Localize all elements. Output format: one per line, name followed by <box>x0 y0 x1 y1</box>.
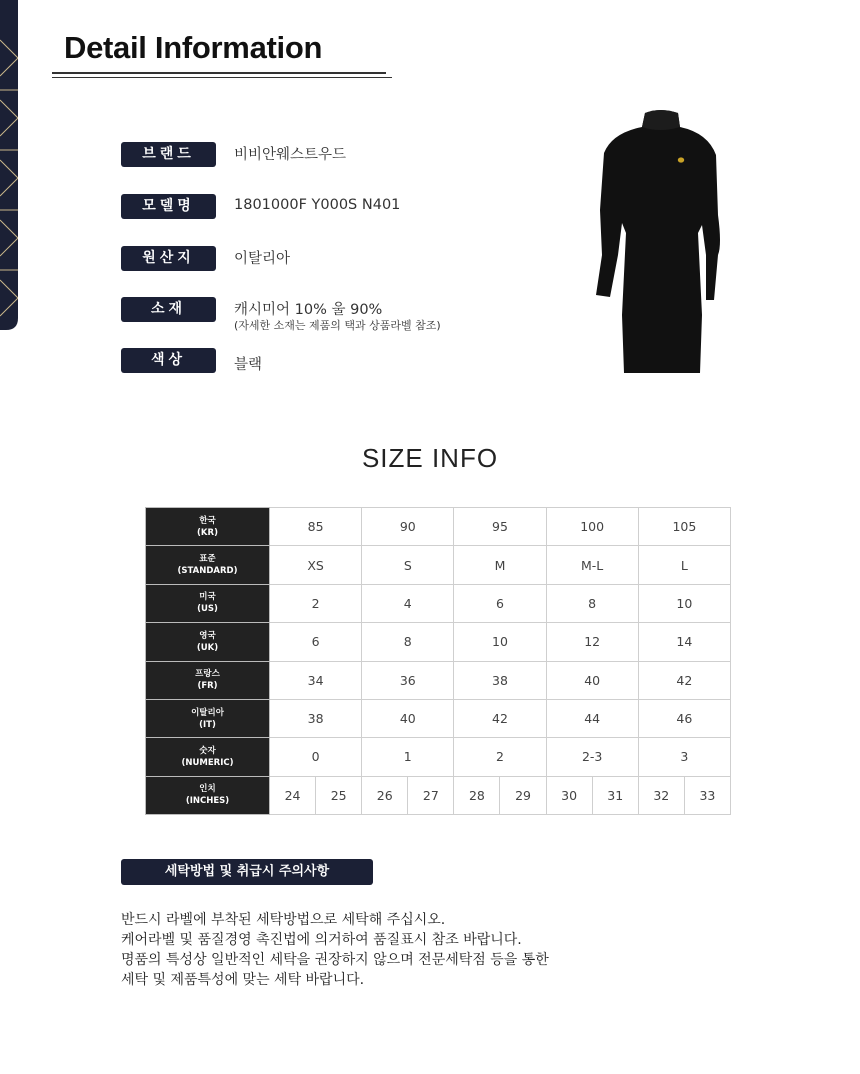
care-line: 세탁 및 제품특성에 맞는 세탁 바랍니다. <box>121 972 365 988</box>
size-row-header <box>146 546 270 584</box>
size-row-header <box>146 584 270 622</box>
side-decoration <box>0 0 18 330</box>
size-cell: 38 <box>454 661 546 699</box>
title-underline-thin <box>52 77 392 78</box>
size-cell: 40 <box>546 661 638 699</box>
size-row-inches <box>146 776 731 814</box>
size-cell: 44 <box>546 699 638 737</box>
size-row-header <box>146 661 270 699</box>
size-cell-inch: 30 <box>546 776 592 814</box>
size-row-header <box>146 738 270 776</box>
size-cell: 38 <box>270 699 362 737</box>
size-row-header <box>146 623 270 661</box>
care-line: 명품의 특성상 일반적인 세탁을 권장하지 않으며 전문세탁점 등을 통한 <box>121 952 549 968</box>
size-row-header-en: (NUMERIC) <box>181 757 234 768</box>
color-value: 블랙 <box>234 357 263 373</box>
size-row-header <box>146 699 270 737</box>
size-cell: 105 <box>638 508 730 546</box>
origin-value: 이탈리아 <box>234 251 291 267</box>
size-cell: 2 <box>270 584 362 622</box>
size-row-header-ko: 표준 <box>199 554 216 565</box>
size-cell: 40 <box>362 699 454 737</box>
size-cell: 8 <box>362 623 454 661</box>
size-row-header-en: (KR) <box>197 527 218 538</box>
size-row-header-ko: 인치 <box>199 784 216 795</box>
size-cell: 12 <box>546 623 638 661</box>
size-row-header-en: (FR) <box>197 681 218 692</box>
size-cell: 95 <box>454 508 546 546</box>
size-cell: 14 <box>638 623 730 661</box>
size-row <box>146 623 731 661</box>
size-cell: 42 <box>638 661 730 699</box>
care-instructions <box>121 910 721 990</box>
title-underline <box>52 72 386 74</box>
size-cell: 8 <box>546 584 638 622</box>
size-row <box>146 508 731 546</box>
brand-label: 브랜드 <box>121 142 216 167</box>
size-cell: 42 <box>454 699 546 737</box>
size-row-header <box>146 776 270 814</box>
size-row-header-ko: 영국 <box>199 630 216 641</box>
material-note: (자세한 소재는 제품의 택과 상품라벨 참조) <box>234 319 441 332</box>
size-row-header-ko: 미국 <box>199 592 216 603</box>
size-cell: 2 <box>454 738 546 776</box>
size-cell: 36 <box>362 661 454 699</box>
size-cell-inch: 28 <box>454 776 500 814</box>
size-row-header-en: (STANDARD) <box>177 566 238 577</box>
size-row-header-ko: 한국 <box>199 515 216 526</box>
size-cell: 0 <box>270 738 362 776</box>
size-cell: 85 <box>270 508 362 546</box>
size-cell-inch: 29 <box>500 776 546 814</box>
size-cell: 1 <box>362 738 454 776</box>
size-row-header-ko: 이탈리아 <box>191 707 224 718</box>
size-row-header-ko: 숫자 <box>199 745 216 756</box>
size-cell: 6 <box>454 584 546 622</box>
model-value: 1801000F Y000S N401 <box>234 197 401 213</box>
page-title: Detail Information <box>64 30 323 65</box>
size-row-header-en: (IT) <box>199 719 216 730</box>
size-cell: 6 <box>270 623 362 661</box>
size-cell: 34 <box>270 661 362 699</box>
size-cell-inch: 25 <box>316 776 362 814</box>
size-cell-inch: 26 <box>362 776 408 814</box>
size-cell: XS <box>270 546 362 584</box>
size-cell: 90 <box>362 508 454 546</box>
care-instructions-label: 세탁방법 및 취급시 주의사항 <box>121 859 373 885</box>
size-cell-inch: 32 <box>638 776 684 814</box>
size-cell: M <box>454 546 546 584</box>
dress-image <box>590 105 730 380</box>
size-cell: 3 <box>638 738 730 776</box>
size-cell: S <box>362 546 454 584</box>
material-value: 캐시미어 10% 울 90% <box>234 302 383 318</box>
size-cell-inch: 27 <box>408 776 454 814</box>
size-cell: L <box>638 546 730 584</box>
model-label: 모델명 <box>121 194 216 219</box>
size-cell-inch: 24 <box>270 776 316 814</box>
care-line: 반드시 라벨에 부착된 세탁방법으로 세탁해 주십시오. <box>121 912 446 928</box>
size-cell: 10 <box>638 584 730 622</box>
size-cell: 2-3 <box>546 738 638 776</box>
size-row <box>146 661 731 699</box>
size-cell: M-L <box>546 546 638 584</box>
size-row-header-ko: 프랑스 <box>195 669 220 680</box>
brand-value: 비비안웨스트우드 <box>234 147 347 163</box>
size-row <box>146 738 731 776</box>
size-row-header <box>146 508 270 546</box>
size-cell: 10 <box>454 623 546 661</box>
size-cell-inch: 31 <box>592 776 638 814</box>
size-cell: 46 <box>638 699 730 737</box>
size-row-header-en: (INCHES) <box>185 796 230 807</box>
care-line: 케어라벨 및 품질경영 촉진법에 의거하여 품질표시 참조 바랍니다. <box>121 932 522 948</box>
size-cell: 100 <box>546 508 638 546</box>
size-row <box>146 546 731 584</box>
size-row <box>146 699 731 737</box>
size-row-header-en: (US) <box>197 604 218 615</box>
color-label: 색상 <box>121 348 216 373</box>
size-row-header-en: (UK) <box>196 642 219 653</box>
size-table <box>145 507 731 815</box>
size-info-title: SIZE INFO <box>361 443 499 473</box>
size-cell: 4 <box>362 584 454 622</box>
origin-label: 원산지 <box>121 246 216 271</box>
size-row <box>146 584 731 622</box>
size-cell-inch: 33 <box>684 776 730 814</box>
material-label: 소재 <box>121 297 216 322</box>
